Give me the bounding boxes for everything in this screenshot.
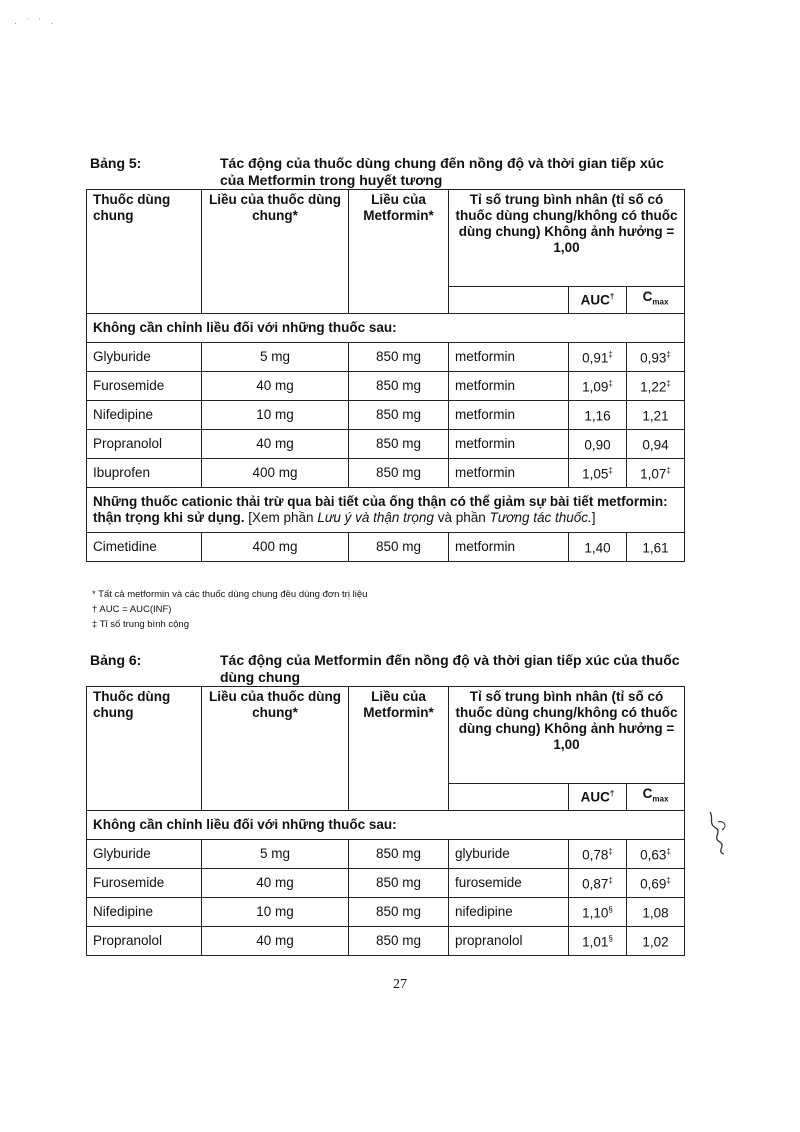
- cell-cmax-ratio: 1,08: [627, 897, 685, 926]
- cell-auc-ratio: 1,40: [569, 532, 627, 561]
- cell-measured-substance: metformin: [449, 532, 569, 561]
- cell-auc-ratio: 0,90: [569, 429, 627, 458]
- cell-drug-name: Propranolol: [87, 926, 202, 955]
- table6-header-dose: Liều của thuốc dùng chung*: [202, 687, 349, 811]
- table-row: [87, 429, 685, 458]
- cell-metformin-dose: 850 mg: [349, 532, 449, 561]
- cell-metformin-dose: 850 mg: [349, 458, 449, 487]
- table-row: [87, 926, 685, 955]
- cell-drug-name: Glyburide: [87, 342, 202, 371]
- cell-measured-substance: metformin: [449, 400, 569, 429]
- table5-header-auc: AUC†: [569, 287, 627, 314]
- table5-section-cationic: Những thuốc cationic thải trừ qua bài tiết của ống thận có thể giảm sự bài tiết metformin: thận trọng khi sử dụng. [Xem phần Lưu ý và thận trọng và phần Tương tác thuốc.]: [87, 487, 685, 532]
- cell-drug-name: Nifedipine: [87, 897, 202, 926]
- table6-header-drug: Thuốc dùng chung: [87, 687, 202, 811]
- table5-header-drug: Thuốc dùng chung: [87, 190, 202, 314]
- table6-header-metformin-dose: Liều của Metformin*: [349, 687, 449, 811]
- cell-auc-ratio: 1,10§: [569, 897, 627, 926]
- cell-drug-name: Glyburide: [87, 839, 202, 868]
- table5-title: Tác động của thuốc dùng chung đến nồng độ và thời gian tiếp xúc của Metformin trong huyết tương: [220, 155, 664, 188]
- table-row: [87, 839, 685, 868]
- cell-drug-name: Furosemide: [87, 371, 202, 400]
- table5-label: Bảng 5:: [90, 155, 142, 171]
- footnote: * Tất cả metformin và các thuốc dùng chung đều dùng đơn trị liệu: [92, 589, 368, 600]
- table6: [86, 686, 685, 956]
- cell-auc-ratio: 1,05‡: [569, 458, 627, 487]
- handwritten-initials-icon: [700, 808, 740, 858]
- table5-header-empty: [449, 287, 569, 314]
- table5-header-dose: Liều của thuốc dùng chung*: [202, 190, 349, 314]
- page-number: 27: [393, 977, 407, 992]
- table-row: [87, 897, 685, 926]
- cell-measured-substance: metformin: [449, 371, 569, 400]
- cell-metformin-dose: 850 mg: [349, 868, 449, 897]
- table-row: [87, 532, 685, 561]
- table6-header-ratio: Tỉ số trung bình nhân (tỉ số có thuốc dùng chung/không có thuốc dùng chung) Không ảnh hưởng = 1,00: [449, 687, 685, 784]
- table5-header-cmax: $C_{max}$: [627, 287, 685, 314]
- table6-header-auc: AUC†: [569, 784, 627, 811]
- table5-rows-group1: [87, 342, 685, 487]
- cell-cmax-ratio: 0,93‡: [627, 342, 685, 371]
- cell-cmax-ratio: 1,22‡: [627, 371, 685, 400]
- cell-metformin-dose: 850 mg: [349, 926, 449, 955]
- footnote: ‡ Tỉ số trung bình cộng: [92, 619, 189, 630]
- table6-label: Bảng 6:: [90, 652, 142, 668]
- cell-drug-dose: 40 mg: [202, 371, 349, 400]
- cell-metformin-dose: 850 mg: [349, 400, 449, 429]
- cell-drug-dose: 40 mg: [202, 429, 349, 458]
- footnote: † AUC = AUC(INF): [92, 604, 172, 615]
- table5-rows-group2: [87, 532, 685, 561]
- table-row: [87, 458, 685, 487]
- cell-cmax-ratio: 0,63‡: [627, 839, 685, 868]
- cell-cmax-ratio: 0,94: [627, 429, 685, 458]
- table6-rows-group1: [87, 839, 685, 955]
- cell-measured-substance: glyburide: [449, 839, 569, 868]
- table-row: [87, 868, 685, 897]
- cell-measured-substance: metformin: [449, 342, 569, 371]
- cell-metformin-dose: 850 mg: [349, 897, 449, 926]
- table-row: [87, 371, 685, 400]
- cell-drug-dose: 10 mg: [202, 897, 349, 926]
- cell-cmax-ratio: 0,69‡: [627, 868, 685, 897]
- cell-cmax-ratio: 1,07‡: [627, 458, 685, 487]
- cell-drug-dose: 40 mg: [202, 868, 349, 897]
- cell-metformin-dose: 850 mg: [349, 371, 449, 400]
- cell-measured-substance: nifedipine: [449, 897, 569, 926]
- cell-metformin-dose: 850 mg: [349, 342, 449, 371]
- cell-auc-ratio: 0,91‡: [569, 342, 627, 371]
- cell-auc-ratio: 1,01§: [569, 926, 627, 955]
- scan-artifact: · ˙ ˙ ·: [14, 18, 57, 29]
- cell-metformin-dose: 850 mg: [349, 839, 449, 868]
- cell-drug-name: Ibuprofen: [87, 458, 202, 487]
- table5-section-no-adjust: Không cần chỉnh liều đối với những thuốc sau:: [87, 313, 685, 342]
- cell-measured-substance: metformin: [449, 429, 569, 458]
- cell-drug-dose: 10 mg: [202, 400, 349, 429]
- cell-metformin-dose: 850 mg: [349, 429, 449, 458]
- cell-drug-name: Propranolol: [87, 429, 202, 458]
- cell-drug-dose: 5 mg: [202, 342, 349, 371]
- cell-drug-dose: 400 mg: [202, 532, 349, 561]
- cell-drug-dose: 5 mg: [202, 839, 349, 868]
- table5: [86, 189, 685, 562]
- cell-drug-dose: 400 mg: [202, 458, 349, 487]
- cell-drug-name: Cimetidine: [87, 532, 202, 561]
- table6-title: Tác động của Metformin đến nồng độ và thời gian tiếp xúc của thuốc dùng chung: [220, 652, 680, 685]
- table6-section-no-adjust: Không cần chỉnh liều đối với những thuốc sau:: [87, 810, 685, 839]
- cell-measured-substance: furosemide: [449, 868, 569, 897]
- cell-cmax-ratio: 1,21: [627, 400, 685, 429]
- cell-drug-dose: 40 mg: [202, 926, 349, 955]
- cell-auc-ratio: 0,87‡: [569, 868, 627, 897]
- table-row: [87, 342, 685, 371]
- cell-measured-substance: metformin: [449, 458, 569, 487]
- table5-footnotes: [92, 587, 367, 632]
- cell-auc-ratio: 0,78‡: [569, 839, 627, 868]
- table-row: [87, 400, 685, 429]
- table6-header-empty: [449, 784, 569, 811]
- cell-cmax-ratio: 1,61: [627, 532, 685, 561]
- cell-drug-name: Nifedipine: [87, 400, 202, 429]
- cell-cmax-ratio: 1,02: [627, 926, 685, 955]
- table5-header-ratio: Tỉ số trung bình nhân (tỉ số có thuốc dùng chung/không có thuốc dùng chung) Không ảnh hưởng = 1,00: [449, 190, 685, 287]
- table6-header-cmax: $C_{max}$: [627, 784, 685, 811]
- cell-auc-ratio: 1,09‡: [569, 371, 627, 400]
- cell-drug-name: Furosemide: [87, 868, 202, 897]
- cell-auc-ratio: 1,16: [569, 400, 627, 429]
- table5-header-metformin-dose: Liều của Metformin*: [349, 190, 449, 314]
- cell-measured-substance: propranolol: [449, 926, 569, 955]
